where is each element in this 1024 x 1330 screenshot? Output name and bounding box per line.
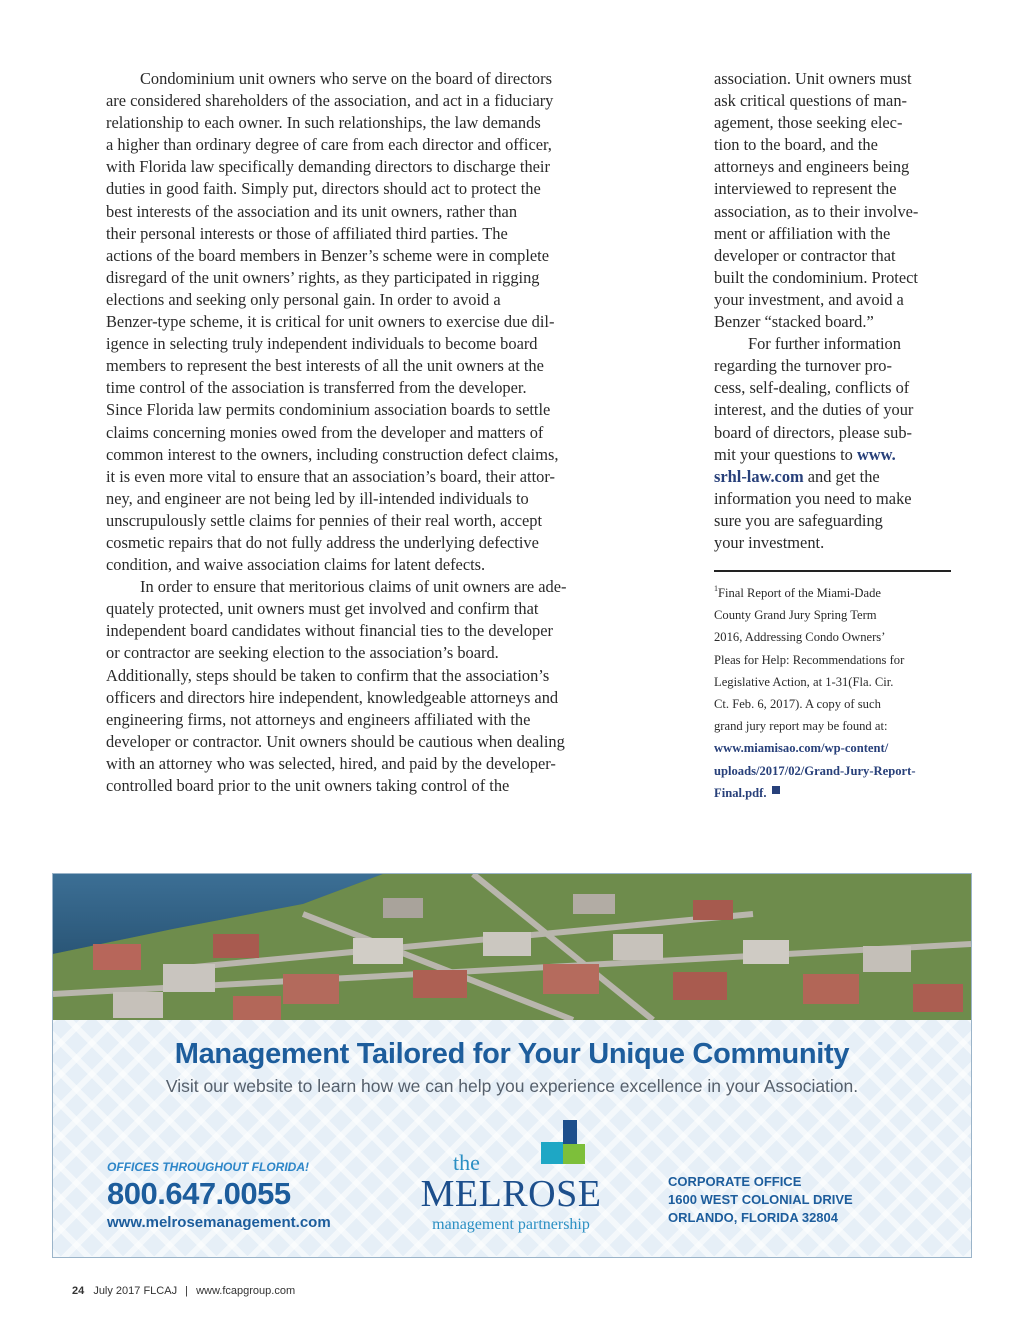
- text-line: board of directors, please sub-: [714, 422, 912, 442]
- text-line: it is even more vital to ensure that an association’s board, their attor-: [106, 466, 555, 486]
- text-line: ask critical questions of man-: [714, 91, 907, 111]
- end-of-article-square-icon: [772, 786, 780, 794]
- footnote: [714, 578, 954, 804]
- corporate-office-street: 1600 WEST COLONIAL DRIVE: [668, 1192, 853, 1207]
- text-line: your investment.: [714, 532, 825, 552]
- grand-jury-report-link[interactable]: www.miamisao.com/wp-content/: [714, 741, 889, 756]
- text-line: information you need to make: [714, 488, 912, 508]
- text-line: disregard of the unit owners’ rights, as they participated in rigging: [106, 267, 540, 287]
- melrose-advertisement[interactable]: [52, 873, 972, 1258]
- text-line: or contractor are seeking election to the association’s board.: [106, 643, 499, 663]
- text-line: their personal interests or those of affiliated third parties. The: [106, 223, 508, 243]
- text-line: For further information: [748, 334, 901, 354]
- ad-contact-block: [107, 1160, 331, 1231]
- text-line: time control of the association is transferred from the developer.: [106, 378, 527, 398]
- text-line: Since Florida law permits condominium association boards to settle: [106, 400, 551, 420]
- text-line: attorneys and engineers being: [714, 157, 910, 177]
- text-line: common interest to the owners, including construction defect claims,: [106, 444, 559, 464]
- text-line: members to represent the best interests of all the unit owners at the: [106, 356, 544, 376]
- melrose-logo: [409, 1120, 619, 1250]
- corporate-office-city: ORLANDO, FLORIDA 32804: [668, 1210, 838, 1225]
- text-line: Benzer-type scheme, it is critical for unit owners to exercise due dil-: [106, 312, 555, 332]
- ad-website-link[interactable]: www.melrosemanagement.com: [107, 1214, 331, 1231]
- ad-subheadline: Visit our website to learn how we can help you experience excellence in your Association.: [165, 1076, 859, 1096]
- ad-phone-number[interactable]: 800.647.0055: [107, 1176, 291, 1211]
- text-line: quately protected, unit owners must get involved and confirm that: [106, 599, 539, 619]
- page-number: 24: [72, 1285, 85, 1297]
- text-line: officers and directors hire independent, knowledgeable attorneys and: [106, 687, 559, 707]
- text-line: your investment, and avoid a: [714, 289, 904, 309]
- text-line: elections and seeking only personal gain. In order to avoid a: [106, 289, 501, 309]
- article-paragraph-2: [106, 576, 646, 797]
- text-line: unscrupulously settle claims for pennies of their real worth, accept: [106, 510, 543, 530]
- text-line: duties in good faith. Simply put, directors should act to protect the: [106, 179, 541, 199]
- text-line: with Florida law specifically demanding directors to discharge their: [106, 157, 550, 177]
- text-line: cosmetic repairs that do not fully address the underlying defective: [106, 532, 539, 552]
- text-line: ment or affiliation with the: [714, 223, 891, 243]
- grand-jury-report-link[interactable]: uploads/2017/02/Grand-Jury-Report-: [714, 763, 916, 778]
- logo-the: the: [453, 1150, 480, 1175]
- aerial-photo-illustration: [53, 874, 971, 1020]
- footer-separator: |: [185, 1285, 188, 1297]
- text-line: developer or contractor. Unit owners should be cautious when dealing: [106, 731, 565, 751]
- footnote-line: 2016, Addressing Condo Owners’: [714, 630, 886, 645]
- footnote-line: grand jury report may be found at:: [714, 719, 888, 734]
- text-line: sure you are safeguarding: [714, 510, 883, 530]
- text-line: mit your questions to www.: [714, 444, 896, 464]
- text-line: interviewed to represent the: [714, 179, 897, 199]
- footnote-line: Ct. Feb. 6, 2017). A copy of such: [714, 697, 881, 712]
- text-line: association. Unit owners must: [714, 69, 912, 88]
- logo-square-teal: [541, 1142, 563, 1164]
- ad-headline: Management Tailored for Your Unique Community: [174, 1038, 850, 1070]
- text-line: agement, those seeking elec-: [714, 113, 903, 133]
- text-line: developer or contractor that: [714, 245, 896, 265]
- text-line: actions of the board members in Benzer’s scheme were in complete: [106, 245, 549, 265]
- text-line: claims concerning monies owed from the developer and matters of: [106, 422, 544, 442]
- srhl-law-link-continued[interactable]: srhl-law.com: [714, 466, 804, 486]
- offices-tagline: OFFICES THROUGHOUT FLORIDA!: [107, 1160, 309, 1174]
- text-line: built the condominium. Protect: [714, 267, 918, 287]
- footnote-divider: [714, 570, 951, 572]
- footnote-line: Pleas for Help: Recommendations for: [714, 652, 905, 667]
- page-footer: [72, 1285, 295, 1297]
- text-line: association, as to their involve-: [714, 201, 919, 221]
- text-line: srhl-law.com and get the: [714, 466, 880, 486]
- text-line: independent board candidates without financial ties to the developer: [106, 621, 553, 641]
- text-line: condition, and waive association claims for latent defects.: [106, 555, 486, 575]
- logo-square-green: [563, 1144, 585, 1164]
- corporate-office-block: [668, 1173, 853, 1227]
- text-line: ney, and engineer are not being led by ill-intended individuals to: [106, 488, 529, 508]
- side-article-column: [714, 68, 954, 554]
- logo-wordmark: MELROSE: [420, 1173, 602, 1215]
- corporate-office-title: CORPORATE OFFICE: [668, 1174, 802, 1189]
- text-line: tion to the board, and the: [714, 135, 878, 155]
- text-line: Benzer “stacked board.”: [714, 312, 874, 332]
- text-line: In order to ensure that meritorious claims of unit owners are ade-: [140, 577, 567, 597]
- side-paragraph-2-continued: [714, 444, 954, 488]
- footnote-line: [714, 782, 954, 804]
- main-article-column: [106, 68, 646, 797]
- text-line: Additionally, steps should be taken to confirm that the association’s: [106, 665, 550, 685]
- text-line: best interests of the association and its unit owners, rather than: [106, 201, 518, 221]
- side-paragraph-1: [714, 68, 954, 333]
- logo-square-top: [563, 1120, 577, 1144]
- article-paragraph-1: [106, 68, 646, 576]
- footnote-line: County Grand Jury Spring Term: [714, 608, 877, 623]
- footer-site-link[interactable]: www.fcapgroup.com: [196, 1285, 296, 1297]
- ad-content-panel: [53, 1020, 971, 1257]
- logo-tagline: management partnership: [432, 1216, 590, 1233]
- text-line: relationship to each owner. In such relationships, the law demands: [106, 113, 541, 133]
- side-paragraph-2-tail: [714, 488, 954, 554]
- aerial-neighborhood-photo: [53, 874, 971, 1020]
- text-line: igence in selecting truly independent individuals to become board: [106, 334, 538, 354]
- text-line: are considered shareholders of the association, and act in a fiduciary: [106, 91, 554, 111]
- text-line: Condominium unit owners who serve on the board of directors: [140, 69, 552, 88]
- text-line: engineering firms, not attorneys and engineers affiliated with the: [106, 709, 531, 729]
- issue-label: July 2017 FLCAJ: [93, 1285, 178, 1297]
- text-line: a higher than ordinary degree of care from each director and officer,: [106, 135, 552, 155]
- grand-jury-report-link[interactable]: Final.pdf.: [714, 785, 767, 800]
- side-paragraph-2: [714, 333, 954, 443]
- text-line: interest, and the duties of your: [714, 400, 914, 420]
- text-line: with an attorney who was selected, hired, and paid by the developer-: [106, 753, 556, 773]
- footnote-line: $^1$Final Report of the Miami-Dade: [714, 584, 881, 600]
- text-line: cess, self-dealing, conflicts of: [714, 378, 910, 398]
- footnote-marker: 1: [714, 584, 718, 593]
- text-line: regarding the turnover pro-: [714, 356, 892, 376]
- srhl-law-link[interactable]: www.: [856, 444, 896, 464]
- footnote-line: Legislative Action, at 1-31(Fla. Cir.: [714, 674, 894, 689]
- text-line: controlled board prior to the unit owners taking control of the: [106, 776, 510, 795]
